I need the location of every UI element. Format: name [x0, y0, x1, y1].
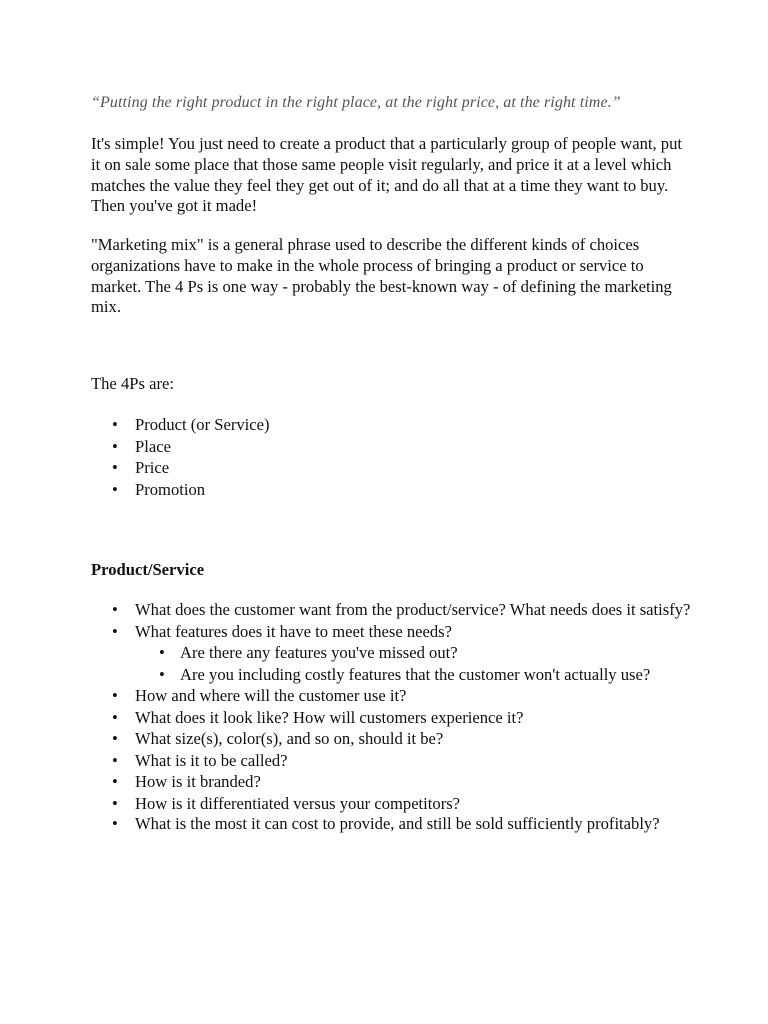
- list-item: • What does the customer want from the product/service? What needs does it satisfy?: [91, 600, 691, 621]
- product-questions-list: [91, 600, 691, 835]
- list-item: • Product (or Service): [91, 414, 691, 436]
- list-item: • What does it look like? How will customers experience it?: [91, 707, 691, 729]
- sub-list-item: • Are you including costly features that the customer won't actually use?: [135, 664, 691, 686]
- list-item: • How is it differentiated versus your competitors?: [91, 793, 691, 815]
- list-item: • What size(s), color(s), and so on, should it be?: [91, 728, 691, 750]
- list-item: [91, 621, 691, 686]
- list-item: • How is it branded?: [91, 771, 691, 793]
- four-ps-list: [91, 414, 691, 500]
- list-item-text: What features does it have to meet these needs?: [135, 621, 452, 641]
- sub-list-item: • Are there any features you've missed out?: [135, 642, 691, 664]
- list-item: • How and where will the customer use it?: [91, 685, 691, 707]
- list-item: • What is it to be called?: [91, 750, 691, 772]
- quote: “Putting the right product in the right place, at the right price, at the right time.”: [91, 94, 621, 111]
- four-ps-intro: The 4Ps are:: [91, 374, 174, 393]
- features-sub-list: [135, 642, 691, 685]
- marketing-mix-paragraph: "Marketing mix" is a general phrase used to describe the different kinds of choices organizations have to make in the whole process of bringing a product or service to market. The 4 Ps is one way - probably the best-known way - of defining the marketing mix.: [91, 235, 672, 317]
- list-item: • Price: [91, 457, 691, 479]
- list-item: • What is the most it can cost to provide, and still be sold sufficiently profitably?: [91, 814, 691, 835]
- intro-paragraph: It's simple! You just need to create a product that a particularly group of people want, put it on sale some place that those same people visit regularly, and price it at a level which matches the value they feel they get out of it; and do all that at a time they want to buy. Then you've got it made!: [91, 134, 682, 216]
- section-heading: Product/Service: [91, 560, 205, 579]
- list-item: • Promotion: [91, 479, 691, 501]
- list-item: • Place: [91, 436, 691, 458]
